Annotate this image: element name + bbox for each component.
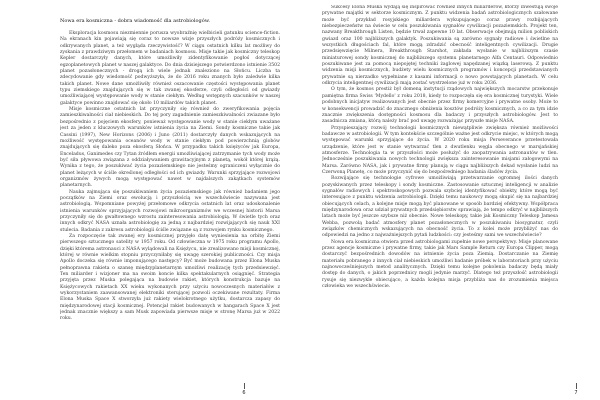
left-page-footer bbox=[234, 383, 254, 396]
article-title: Nowa era kosmiczna - dobra wiadomość dla astrobiologów. bbox=[60, 18, 210, 24]
left-page bbox=[20, 0, 300, 400]
left-paragraph-2: Misje kosmiczne ostatnich lat przyczyniły się również do zweryfikowania pojęcia zamieszkiwalności ciał niebieskich. Do tej pory zagadnienie zamieszkiwalności zwiazane było bezpośrednio z pojęciem ekosfery, ponieważ występowanie wody w stanie ciekłym uważane jest za jeden z kluczowych warunków istnienia życia na Ziemi. Sondy kosmiczne takie jak Cassini (1997), New Horizons (2006) i Juno (2011) dostarczyły danych wskazujących na możliwość występowania oceanów wody w stanie ciekłym pod powierzchnią globów znajdujących się daleko poza ekosferą Słońca. W przypadku takich księżyców jak Europa, Enceladus, Ganimedes czy Tytan źródłem energii umożliwiającej zatrzymanie tych wody może być siła pływowa związana z oddziaływaniem grawitacyjnym z planetą, wokół której krążą. Wynika z tego, że poszukiwać życia pozaziemskiego nie jesteśmy ograniczeni wyłącznie do planet leżących w ściśle określonej odległości od ich gwiazdy. Warunki sprzyjające rozwojowi organizmów żywych mogą występować nawet w najdalszych zakątkach systemów planetarnych. bbox=[60, 107, 280, 189]
page-number: 7 bbox=[574, 390, 578, 396]
left-paragraph-1: Eksploracja kosmosu niezmiennie porusza wyobraźnię wielbicieli gatunku science-fiction. Na ekranach kin pojawiają się coraz to nowsze wizje przyszłych podróży kosmicznych i odkrywanych planet, a też wygląda rzeczywistość? W ciągu ostatnich kilku lat możliwy do zyskania z prawdziwym przełomem w badaniach kosmosu. Misje takie jak kosmiczny teleskop Kepler dostarczyły danych, które umożliwiły zidentyfikowanie pogłoś dotyczącej egzoplanetowych planet w naszej galaktyce. Do dnia dzisiejszego potwierdzono istnienie 3502 planet pozasłonecznych - drogą ich wiele jednak znaleziono na Słońcu. Liczba ta zdecydowanie gdy wiedomość podwyższyła, że do 2016 roku znanych było zaledwie kilka takich planet. Nowe dane umożliwiły również oszacowanie częstości występowania planet typu ziemskiego znajdujących się w tak zwanej ekosferze, czyli odległości od gwiazdy umożliwiającej występowanie wody w stanie ciekłym. Według wstępnych szacunków w naszej galaktyce powinno znajdować się około 10 miliardów takich planet. bbox=[60, 31, 280, 106]
right-page-footer bbox=[566, 383, 586, 396]
right-paragraph-2: O tym, że kosmos prestiż był domeną instytucji rządowych największych mocarstw przekonuje pamiętna firma Swiss 'Mydello' z roku 2018, kiedy to rozpoczęła się era kosmicznej turystyki. Wiele podobnych inicjatyw realizowanych jest obecnie przez firmy komercyjne i prywatne osoby. Może to w konsekwencji prowadzić do znacznego obniżenia kosztów podróży kosmicznych, a co za tym idzie znacznie zwiększenia dostępności kosmosu dla badaczy i przyszłych astrobiologów. Jest to zasadnicza zmiana, którą należy brać pod uwagę rozważając przyszłe misje NASA. bbox=[322, 87, 558, 125]
footer-divider bbox=[244, 383, 245, 389]
page-number: 6 bbox=[242, 390, 246, 396]
right-page bbox=[310, 0, 590, 400]
left-paragraph-4: Za rozpoczęcie tak zwanej ery kosmicznej przyjęło datę wyniesienia na orbitę Ziemi pierwszego sztucznego satelity w 1957 roku. Od człowieczna w 1975 roku programu Apollo, dzięki którema astronauci z NASA wylądowali na Księżycu, nie zrealizowano misji kosmicznej, której w równie wielkim stopniu przyczyniłaby się uwagę szerokiej publiczności. Czy misja Apollo doczeka się równie imponującego następcy? Być może budowana przez Elona Muska pełnoprawna rakieta o szansę międzyplanetarnym umożliwi realizację tych przedsiewzięć. Ten miliarder i wizjoner ma na swoim koncie kilka spektakularnych osiągnięć. Strategia przyjęta przez Muska polegająca na budowie rakiet, których konstrukcja bazuje na Księżycowych rakietach XX wieku wykonanych przy użyciu nowoczesnych materiałów z wykorzystaniem zaawansowanej elektroniki sterującej pozwoli oczekiwane rezultaty. Firma Elona Muska Space X stworzyła już rakiety wielokrotnego użytku, dostarcza zapasy do międzynarodowej stacji kosmicznej. Potencjał rakiet budowanych w hangarach Space X jest jednak znacznie większy a sam Musk zapowiada pierwsze misje w stronę Marsa już w 2022 roku. bbox=[60, 234, 280, 322]
left-page-body bbox=[60, 18, 280, 372]
right-paragraph-5: Nowa era kosmiczna otwiera przed astrobiologami zupełnie nowe perspektywy. Misje planowane przez agencje kosmiczne i prywatne firmy, takie jak Mars Sample Return czy Europa Clipper, mogą dostarczyć bezpośrednich dowodów na istnienie życia poza Ziemią. Dostarczanie na Ziemię materiału pobranego z innych ciał niebieskich umożliwi badanie próbek w laboratoriach przy użyciu najnowocześniejszych metod analitycznych. Dzięki temu kolejne pokolenia badaczy będą miały dostęp do danych, o jakich poprzednicy mogli jedynie marzyć. Dlatego też przyszłość astrobiologii rysuje się niezwykle obiecująco, a każda kolejna misja przybliża nas do zrozumienia miejsca człowieka we wszechświecie. bbox=[322, 239, 558, 290]
right-page-body bbox=[322, 5, 558, 372]
left-paragraph-3: Nauka zajmująca się poszukiwaniem życia pozaziemskiego jak również badaniem jego początków na Ziemi oraz ewolucją i przyszłością we wszechświecie nazywana jest astrobiologią. Wspomniane powyżej przełomowe odkrycia ostatnich lat oraz udoskonalenie istnienia warunków sprzyjających rozwojowi mikroorganizmów we wczesnej historii Marsa przyczyniły się do gwałtownego wzrostu zainteresowania astrobiologią. W świetle tych oraz innych odkryć NASA uznała astrobiologię za jedną z najbardziej rozwijających się nauk XXI stulecia. Badania z zakresu astrobiologii ściśle związane są z rozwojem rynku kosmicznego. bbox=[60, 189, 280, 233]
right-paragraph-3: Przyspieszający rozwój technologii kosmicznych niewątpliwie zwiększa również możliwości badawcze w astrobiologii. W tym kontekście szczególnie ważne jest odkrycie miejsc, w których mogą występować warunki sprzyjające do życia. W 2020 roku misja Perseverance przetestowała urządzenie, które jest w stanie wytwarzać tlen z dwutlenku węgla obecnego w marsjańskiej atmosferze. Technologia ta w przyszłości może posłużyć do zaopatrywania astronautów w tlen. Jednocześnie poszukiwania nowych technologii zwiększa zainteresowanie misjami załogowymi na Marsa. Zarówno NASA, jak i prywatne firmy planują w ciągu najbliższych dekad wysłanie ludzi na Czerwoną Planetę, co może przyczynić się do bezpośredniego badania śladów życia. bbox=[322, 125, 558, 175]
footer-divider bbox=[576, 383, 577, 389]
right-paragraph-1: Sukcesy Elona Muska wydają się inspirować również innych miliarderów, którzy inwestują swoje prywatne majątki w sektorze kosmicznym. Z punktu widzenia badań astrobiologicznych szałowane może być przykład rosyjskiego miliardera wykupującego coraz prawy rozbijających niebezpieczeństw na świecie w celu poszukiwania sygnałów cywilizacji pozaziemskich. Projekt ten, nazwany Breakthrough Listen, będzie trwał zapewne 10 lat. Obserwacje obejmują milion pobliskich gwiazd oraz 100 najbliższych galaktyk. Poszukiwania są zarówno sygnały radiowe i świetlne na wszystkich długościach fal, które mogą zdradzić obecność inteligentnych cywilizacji. Drugie przedsięwzięcie Milnera, Breakthrough Starshot, zakłada wysłanie w najbliższym czasie miniaturowej sondy kosmicznej do najbliższego systemu planetarnego Alfa Centauri. Odpowiednio poszukiwane jest za pomocą niepojętej techniki żaglowej napędzanej wiązką laserową. Z punktu widzenia misji kosmicznych, budżety wielu kosmicznych programów i koncepcji przedstawianych prywatnie są nierzadko wypełniane z kasami informacji o nowo powstających planetach. W celu odkrycia inteligentnej cywilizacji mają zostać wystrzelone już w roku 2036. bbox=[322, 5, 558, 87]
right-paragraph-4: Rozwijające się technologie cyfrowe umożliwiają przetwarzanie ogromnej ilości danych pozyskiwanych przez teleskopy i sondy kosmiczne. Zastosowanie sztucznej inteligencji w analizie sygnałów radiowych i spektroskopowych pozwala szybciej identyfikować obiekty, które mogą być interesujące z punktu widzenia astrobiologii. Dzięki temu naukowcy mogą skupić się na najbardziej obiecujących celach, a kolejne misje mogą być planowane w sposób bardziej efektywny. Współpraca międzynarodowa oraz udział prywatnych przedsiębiorstw sprawiają, że tempo odkryć w najbliższych latach może być jeszcze szybsze niż obecnie. Nowe teleskopy, takie jak Kosmiczny Teleskop Jamesa Webba, pozwolą badać atmosfery planet pozasłonecznych w poszukiwaniu biosygnatur, czyli związków chemicznych wskazujących na obecność życia. To z kolei może przybliżyć nas do odpowiedzi na jedno z najważniejszych pytań ludzkości: czy jesteśmy sami we wszechświecie? bbox=[322, 176, 558, 239]
